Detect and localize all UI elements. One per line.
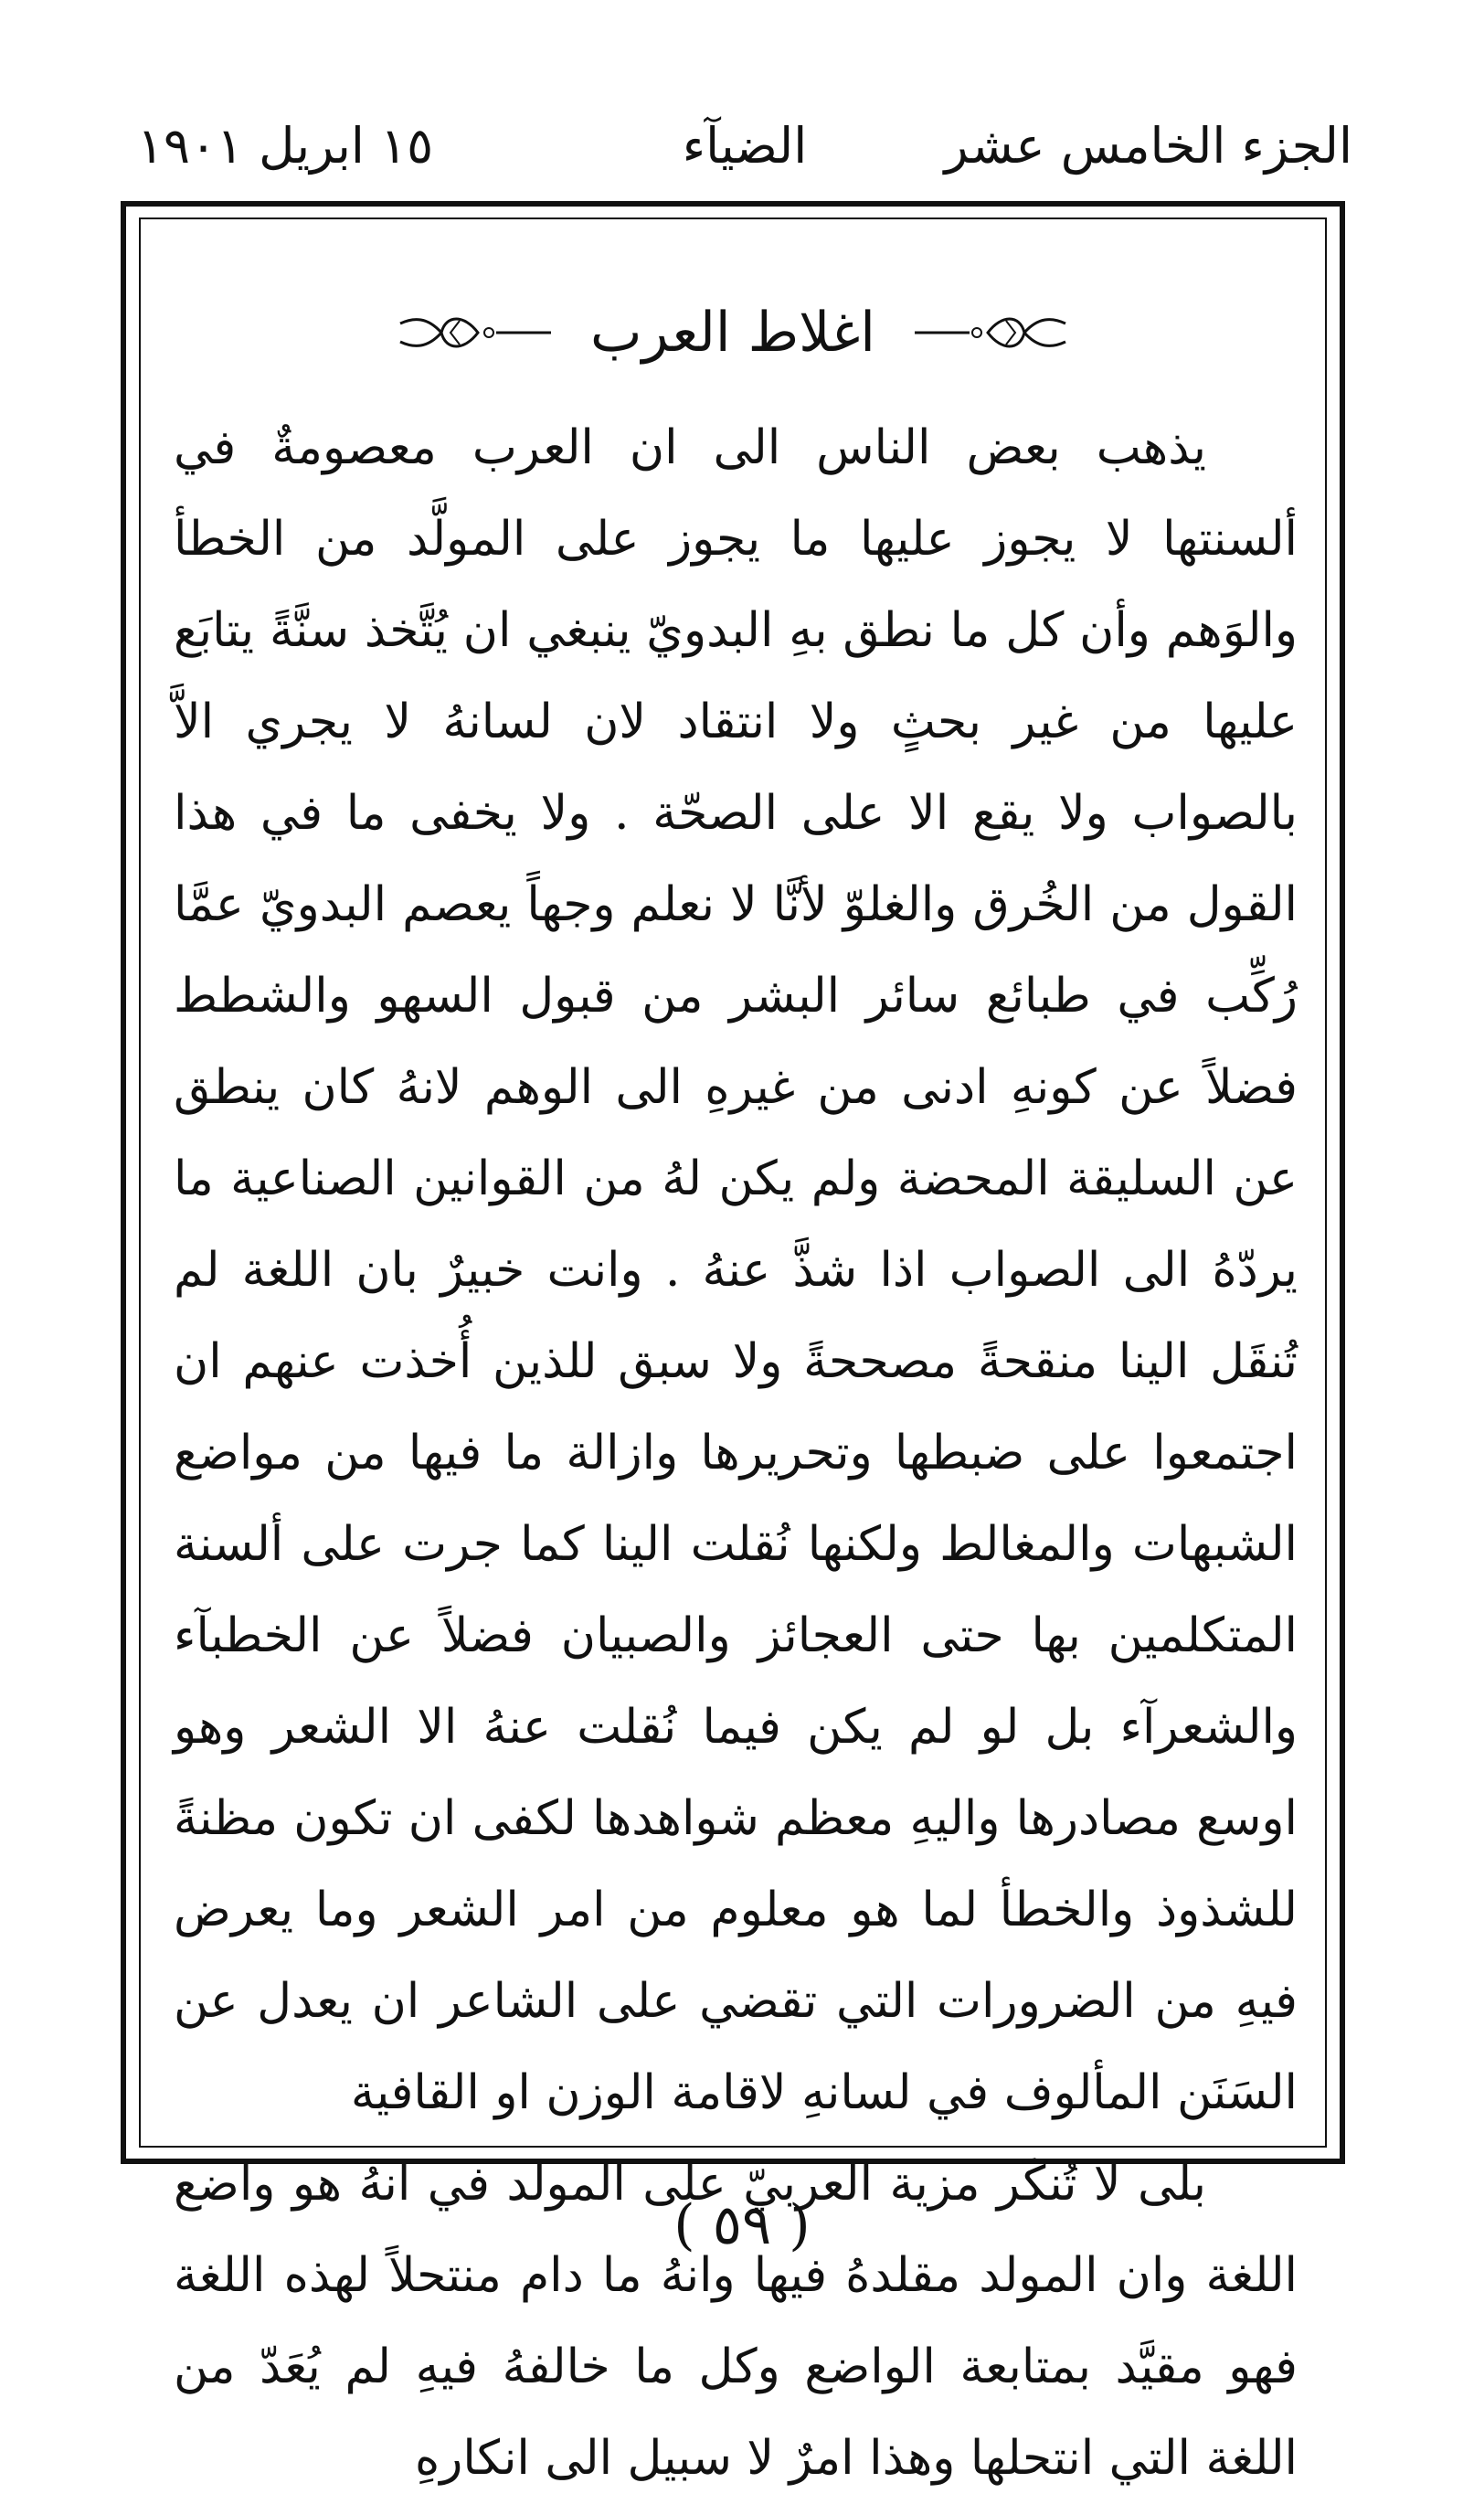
- paragraph: يذهب بعض الناس الى ان العرب معصومةٌ في ألسنتها لا يجوز عليها ما يجوز على المولَّد من الخطأ والوَهم وأن كل ما نطق بهِ البدويّ ينبغي ان يُتَّخذ سنَّةً يتابَع عليها من غير بحثٍ ولا انتقاد لان لسانهُ لا يجري الاَّ بالصواب ولا يقع الا على الصحّة . ولا يخفى ما في هذا القول من الخُرق والغلوّ لأنَّا لا نعلم وجهاً يعصم البدويّ عمَّا رُكِّب في طبائع سائر البشر من قبول السهو والشطط فضلاً عن كونهِ ادنى من غيرهِ الى الوهم لانهُ كان ينطق عن السليقة المحضة ولم يكن لهُ من القوانين الصناعية ما يردّهُ الى الصواب اذا شذَّ عنهُ . وانت خبيرٌ بان اللغة لم تُنقَل الينا منقحةً مصححةً ولا سبق للذين أُخذت عنهم ان اجتمعوا على ضبطها وتحريرها وازالة ما فيها من مواضع الشبهات والمغالط ولكنها نُقلت الينا كما جرت على ألسنة المتكلمين بها حتى العجائز والصبيان فضلاً عن الخطبآء والشعرآء بل لو لم يكن فيما نُقلت عنهُ الا الشعر وهو اوسع مصادرها واليهِ معظم شواهدها لكفى ان تكون مظنةً للشذوذ والخطأ لما هو معلوم من امر الشعر وما يعرض فيهِ من الضرورات التي تقضي على الشاعر ان يعدل عن السَنَن المألوف في لسانهِ لاقامة الوزن او القافية: [174, 420, 1298, 2120]
- paragraph: بلى لا تُنكَر مزية العربيّ على المولد في انهُ هو واضع اللغة وان المولد مقلدهُ فيها وانهُ ما دام منتحلاً لهذه اللغة فهو مقيَّد بمتابعة الواضع وكل ما خالفهُ فيهِ لم يُعَدّ من اللغة التي انتحلها وهذا امرٌ لا سبيل الى انكارهِ: [174, 2157, 1298, 2486]
- volume-label: الجزء الخامس عشر: [944, 117, 1352, 175]
- issue-date: ١٥ ابريل ١٩٠١: [137, 117, 434, 175]
- running-header: [137, 110, 1352, 183]
- article-title: اغلاط العرب: [590, 301, 875, 366]
- ornament-left-icon: [396, 310, 551, 355]
- page-number: ( ٥٩ ): [673, 2193, 811, 2257]
- ornament-right-icon: [915, 310, 1070, 355]
- journal-name: الضيآء: [682, 117, 808, 175]
- article-title-row: [146, 292, 1320, 366]
